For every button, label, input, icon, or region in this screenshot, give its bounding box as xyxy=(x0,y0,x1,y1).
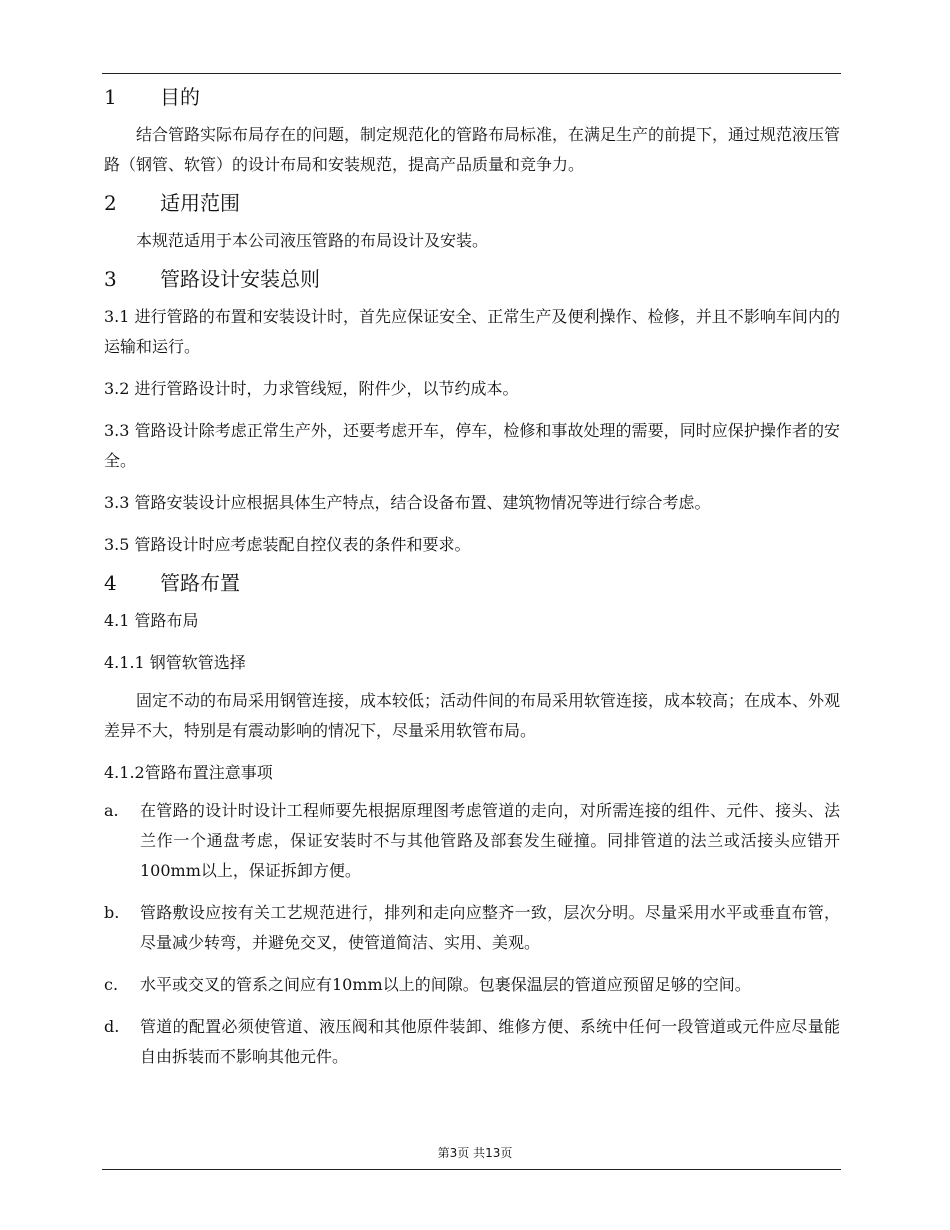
section-number: 4 xyxy=(104,571,117,595)
section-number: 1 xyxy=(104,85,117,109)
clause-3-1: 3.1 进行管路的布置和安装设计时，首先应保证安全、正常生产及便利操作、检修，并且不影响车间内的运输和运行。 xyxy=(104,307,840,356)
list-item xyxy=(104,898,840,958)
document-body xyxy=(104,82,840,1072)
section-title: 目的 xyxy=(160,85,200,109)
section-number: 3 xyxy=(104,267,117,291)
list-marker: c. xyxy=(104,975,119,994)
list-text: 在管路的设计时设计工程师要先根据原理图考虑管道的走向，对所需连接的组件、元件、接头、法兰作一个通盘考虑，保证安装时不与其他管路及部套发生碰撞。同排管道的法兰或活接头应错开100mm以上，保证拆卸方便。 xyxy=(140,801,840,880)
subsection-4-1: 4.1 管路布局 xyxy=(104,611,199,630)
clause-3-5: 3.5 管路设计时应考虑装配自控仪表的条件和要求。 xyxy=(104,535,471,554)
section-4-heading xyxy=(104,568,840,598)
section-2-body: 本规范适用于本公司液压管路的布局设计及安装。 xyxy=(136,231,489,250)
list-item xyxy=(104,796,840,886)
section-3-heading xyxy=(104,264,840,294)
section-2-heading xyxy=(104,188,840,218)
section-1-body: 结合管路实际布局存在的问题，制定规范化的管路布局标准，在满足生产的前提下，通过规范液压管路（钢管、软管）的设计布局和安装规范，提高产品质量和竞争力。 xyxy=(104,125,841,174)
section-number: 2 xyxy=(104,191,117,215)
section-1-heading xyxy=(104,82,840,112)
header-rule xyxy=(102,73,841,74)
list-marker: d. xyxy=(104,1017,120,1036)
clause-3-4: 3.3 管路安装设计应根据具体生产特点，结合设备布置、建筑物情况等进行综合考虑。 xyxy=(104,493,711,512)
footer-rule xyxy=(102,1169,841,1170)
list-marker: b. xyxy=(104,903,120,922)
subsection-4-1-2: 4.1.2管路布置注意事项 xyxy=(104,763,273,782)
list-item xyxy=(104,970,840,1000)
list-marker: a. xyxy=(104,801,119,820)
clause-3-2: 3.2 进行管路设计时，力求管线短，附件少，以节约成本。 xyxy=(104,379,519,398)
section-title: 适用范围 xyxy=(160,191,240,215)
subsection-4-1-1: 4.1.1 钢管软管选择 xyxy=(104,653,246,672)
list-text: 管路敷设应按有关工艺规范进行，排列和走向应整齐一致，层次分明。尽量采用水平或垂直布管，尽量减少转弯，并避免交叉，使管道简洁、实用、美观。 xyxy=(140,903,840,952)
list-item xyxy=(104,1012,840,1072)
list-text: 水平或交叉的管系之间应有10mm以上的间隙。包裹保温层的管道应预留足够的空间。 xyxy=(140,975,751,994)
clause-3-3: 3.3 管路设计除考虑正常生产外，还要考虑开车，停车，检修和事故处理的需要，同时应保护操作者的安全。 xyxy=(104,421,840,470)
section-title: 管路设计安装总则 xyxy=(160,267,320,291)
section-title: 管路布置 xyxy=(160,571,240,595)
subsection-4-1-1-body: 固定不动的布局采用钢管连接，成本较低；活动件间的布局采用软管连接，成本较高；在成本、外观差异不大，特别是有震动影响的情况下，尽量采用软管布局。 xyxy=(104,691,841,740)
page-footer: 第3页 共13页 xyxy=(437,1146,513,1160)
list-text: 管道的配置必须使管道、液压阀和其他原件装卸、维修方便、系统中任何一段管道或元件应尽量能自由拆装而不影响其他元件。 xyxy=(140,1017,840,1066)
